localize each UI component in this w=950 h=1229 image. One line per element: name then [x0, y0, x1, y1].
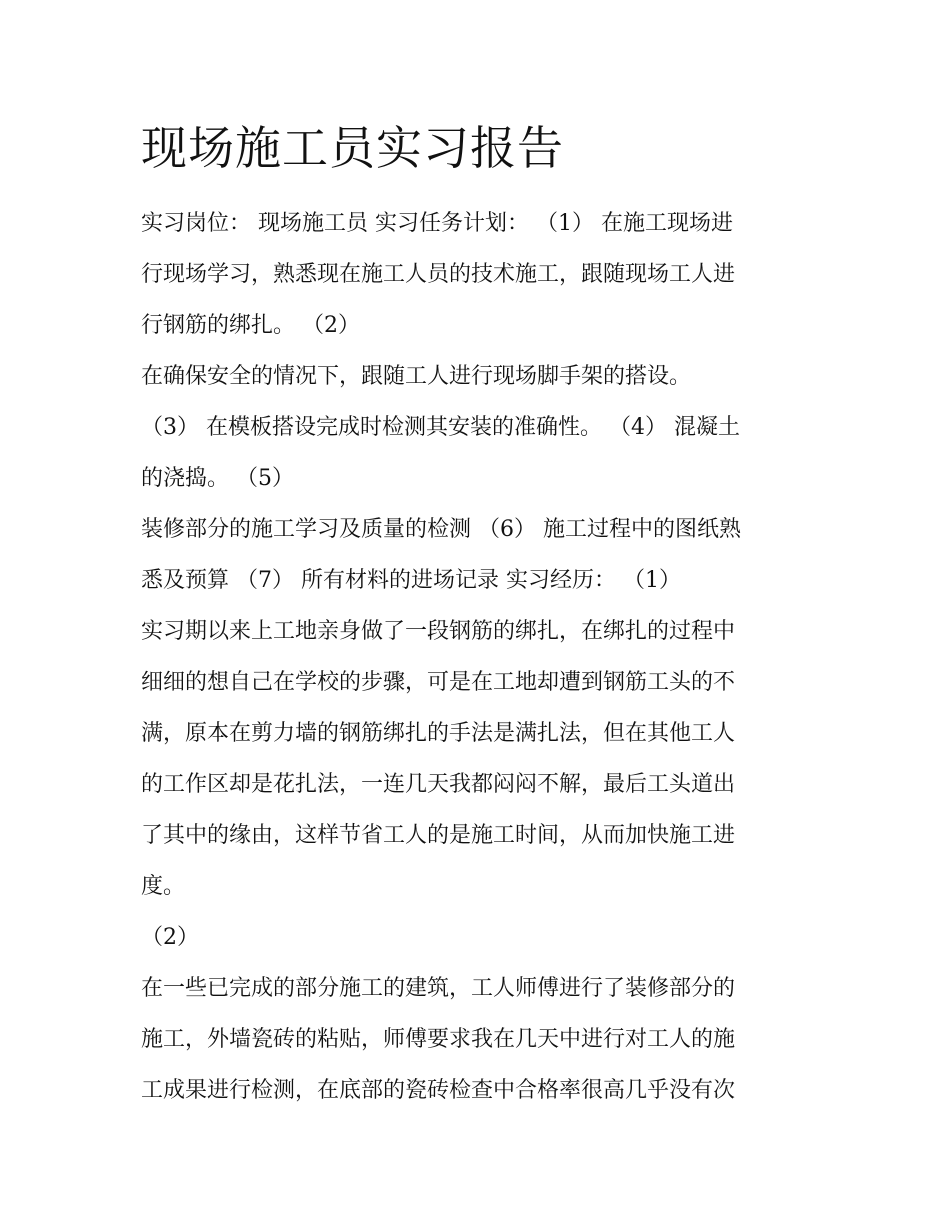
body-line: 在一些已完成的部分施工的建筑，工人师傅进行了装修部分的	[141, 976, 736, 1001]
body-line: 满，原本在剪力墙的钢筋绑扎的手法是满扎法，但在其他工人	[141, 721, 736, 746]
body-line: 度。	[141, 874, 186, 899]
body-line: 装修部分的施工学习及质量的检测 （6） 施工过程中的图纸熟	[141, 517, 741, 542]
body-line: （3） 在模板搭设完成时检测其安装的准确性。 （4） 混凝土	[141, 415, 740, 440]
body-line: 了其中的缘由，这样节省工人的是施工时间，从而加快施工进	[141, 823, 736, 848]
body-line: 悉及预算 （7） 所有材料的进场记录 实习经历： （1）	[141, 568, 681, 593]
body-line: 实习期以来上工地亲身做了一段钢筋的绑扎，在绑扎的过程中	[141, 619, 736, 644]
body-line: 在确保安全的情况下，跟随工人进行现场脚手架的搭设。	[141, 364, 692, 389]
body-line: 工成果进行检测，在底部的瓷砖检查中合格率很高几乎没有次	[141, 1078, 736, 1103]
body-line: （2）	[141, 925, 199, 950]
body-line: 的工作区却是花扎法，一连几天我都闷闷不解，最后工头道出	[141, 772, 736, 797]
body-line: 的浇捣。 （5）	[141, 466, 294, 491]
document-title: 现场施工员实习报告	[141, 121, 564, 175]
body-line: 行现场学习，熟悉现在施工人员的技术施工，跟随现场工人进	[141, 262, 736, 287]
body-line: 实习岗位： 现场施工员 实习任务计划： （1） 在施工现场进	[141, 211, 733, 236]
document-body	[141, 198, 821, 1116]
body-line: 行钢筋的绑扎。 （2）	[141, 313, 360, 338]
body-line: 施工，外墙瓷砖的粘贴，师傅要求我在几天中进行对工人的施	[141, 1027, 736, 1052]
body-line: 细细的想自己在学校的步骤，可是在工地却遭到钢筋工头的不	[141, 670, 736, 695]
